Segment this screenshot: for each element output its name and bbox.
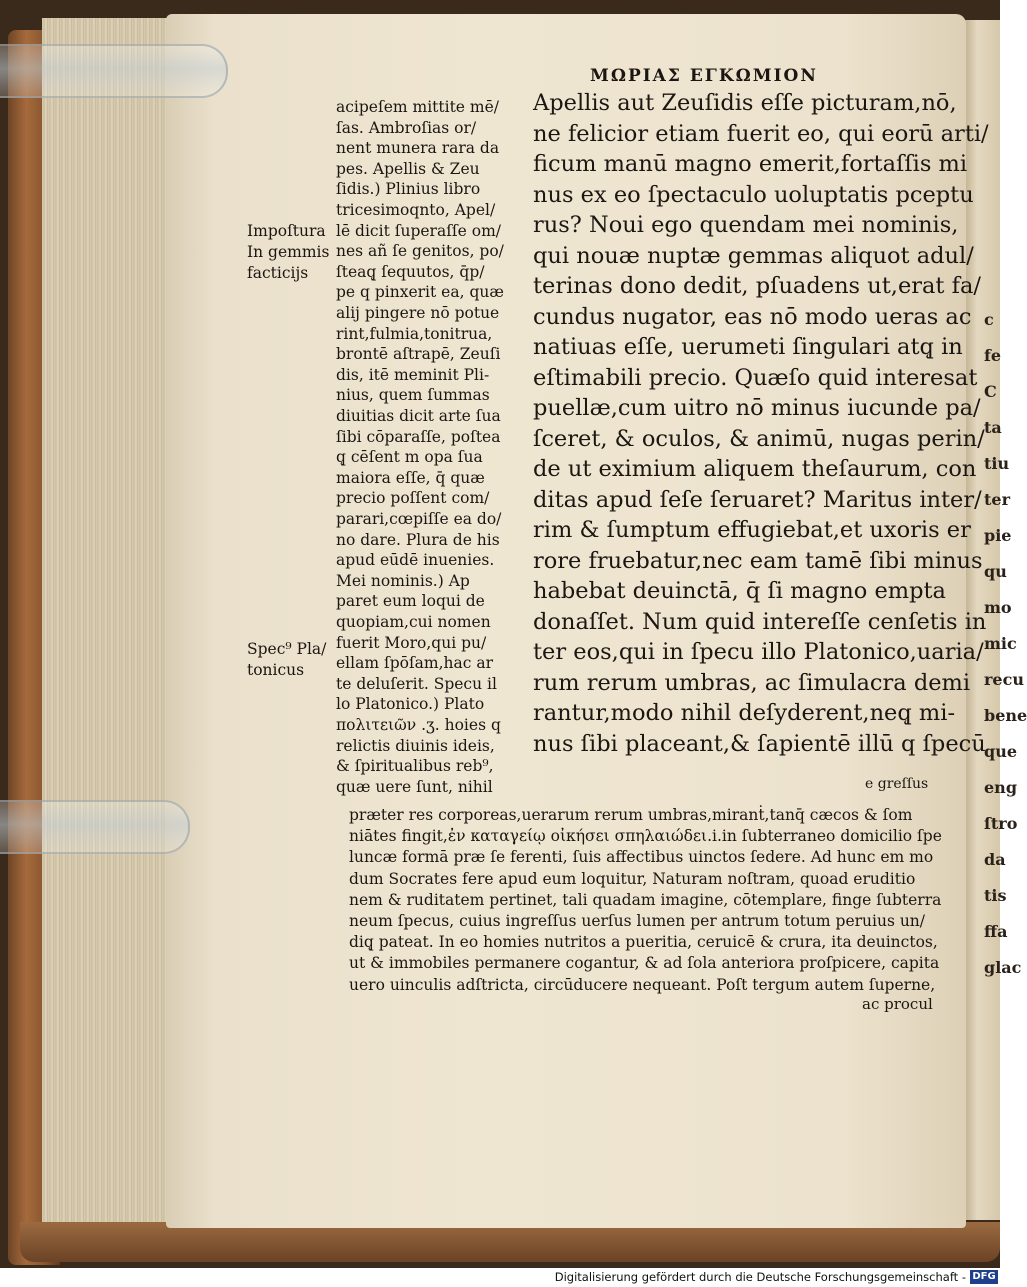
commentary-line: alij pingere nō potue	[336, 304, 500, 322]
page-clip-bottom	[0, 800, 190, 854]
commentary-line: parari,cœpiſſe ea do/	[336, 510, 502, 528]
commentary-line: pes. Apellis & Zeu	[336, 159, 480, 178]
commentary-line: πολιτειῶν .ʒ. hoies q	[336, 716, 501, 734]
commentary-line: ſidis.) Plinius libro	[336, 180, 481, 199]
adjacent-page-fragment: glac	[984, 958, 1022, 977]
page-edges	[42, 18, 170, 1226]
adjacent-page-fragment: fe	[984, 346, 1002, 365]
marginal-note-line: Spec⁹ Pla/	[247, 640, 327, 658]
commentary-line: dum Socrates fere apud eum loquitur, Naturam noſtram, quoad eruditio	[349, 869, 916, 888]
adjacent-page-fragment: eng	[984, 778, 1017, 797]
running-header: MΩΡΙΑΣ ΕΓΚΩΜΙΟΝ	[590, 66, 818, 86]
commentary-line: lo Platonico.) Plato	[336, 695, 485, 714]
commentary-line: ellam ſpōſam,hac ar	[336, 654, 494, 673]
commentary-line: niātes fingit,ἐν καταγείῳ οἰκήσει σπηλαιώδει.i.in ſubterraneo domicilio ſpe	[349, 827, 942, 846]
commentary-line: nes añ ſe genitos, po/	[336, 242, 504, 261]
commentary-line: Mei nominis.) Ap	[336, 571, 470, 590]
adjacent-page-fragment: bene	[984, 706, 1027, 725]
main-text-line: ficum manū magno emerit,fortaſſis mi	[533, 151, 968, 177]
adjacent-page-fragment: mic	[984, 634, 1017, 653]
commentary-line: neum ſpecus, cuius ingreſſus uerſus lumen per antrum totum peruius un/	[349, 912, 926, 930]
marginal-note-line: tonicus	[247, 661, 305, 679]
adjacent-page-fragment: pie	[984, 526, 1012, 545]
commentary-line: præter res corporeas,uerarum rerum umbras,miranṫ,tanq̄ cæcos & ſom	[349, 806, 913, 824]
main-text-line: natiuas eſſe, uerumeti ſingulari atq̨ in	[533, 334, 963, 360]
main-text-line: rim & ſumptum effugiebat,et uxoris er	[533, 517, 971, 543]
commentary-line: luncæ formā præ ſe ferenti, ſuis affectibus uinctos ſedere. Ad hunc em mo	[349, 848, 934, 867]
commentary-line: precio poſſent com/	[336, 489, 490, 508]
page-clip-top	[0, 44, 228, 98]
commentary-line: ſas. Ambroſias or/	[336, 118, 477, 137]
dfg-footer-text: Digitalisierung gefördert durch die Deutsche Forschungsgemeinschaft -	[554, 1270, 966, 1284]
commentary-line: q̨ cēſent m opa ſua	[336, 448, 483, 467]
commentary-line: acipeſem mittite mē/	[336, 98, 499, 116]
adjacent-page-fragment: c	[984, 310, 994, 329]
commentary-line: diq̨ pateat. In eo homies nutritos a pueritia, ceruicē & crura, ita deuinctos,	[349, 933, 938, 952]
commentary-line: fuerit Moro,qui pu/	[336, 633, 487, 652]
main-text-line: habebat deuinctā, q̄ ſi magno empta	[533, 578, 946, 604]
commentary-line: brontē aſtrapē, Zeuſi	[336, 345, 501, 364]
adjacent-page-fragment: da	[984, 850, 1006, 869]
commentary-line: ſteaq̨ ſequutos, q̄p/	[336, 262, 485, 281]
adjacent-page-fragment: recu	[984, 670, 1024, 689]
commentary-line: rint,fulmia,tonitrua,	[336, 324, 493, 343]
commentary-line: dis, itē meminit Pli-	[336, 365, 490, 384]
commentary-line: maiora eſſe, q̄ quæ	[336, 468, 485, 487]
commentary-line: lē dicit ſuperaſſe om/	[336, 221, 502, 240]
main-text-line: rus? Noui ego quendam mei nominis,	[533, 212, 959, 238]
main-text-line: rore fruebatur,nec eam tamē ſibi minus	[533, 547, 983, 574]
main-text-line: qui nouæ nuptæ gemmas aliquot adul/	[533, 242, 974, 269]
adjacent-page-fragment: ta	[984, 418, 1002, 437]
commentary-line: paret eum loqui de	[336, 592, 485, 611]
main-text-line: puellæ,cum uitro nō minus iucunde pa/	[533, 395, 981, 421]
adjacent-page-fragment: qu	[984, 562, 1007, 581]
main-text-line: nus ſibi placeant,& ſapientē illū q ſpecū	[533, 730, 986, 757]
adjacent-page-fragment: ſtro	[984, 814, 1018, 833]
commentary-line: quopiam,cui nomen	[336, 613, 491, 631]
dfg-footer	[0, 1268, 1000, 1287]
marginal-note-line: Impoſtura	[247, 222, 326, 240]
commentary-line: nem & ruditatem pertinet, tali quadam imagine, cōtemplare, finge ſubterra	[349, 890, 942, 909]
page-catchword: ac procul	[862, 995, 933, 1013]
dfg-logo: DFG	[970, 1270, 998, 1284]
main-text-line: ter eos,qui in ſpecu illo Platonico,uaria/	[533, 639, 984, 665]
main-text-line: cundus nugator, eas nō modo ueras ac	[533, 303, 972, 330]
commentary-line: pe q pinxerit ea, quæ	[336, 283, 504, 302]
main-text-line: rantur,modo nihil deſyderent,neq̨ mi-	[533, 700, 956, 726]
commentary-line: tricesimoqnto, Apel/	[336, 201, 496, 219]
commentary-line: & ſpiritualibus reb⁹,	[336, 757, 494, 776]
commentary-line: uero uinculis adſtricta, circūducere nequeant. Poſt tergum autem ſuperne,	[349, 975, 936, 994]
commentary-line: te deluſerit. Specu il	[336, 674, 497, 693]
book-cover-bottom	[20, 1222, 1000, 1262]
commentary-line: nent munera rara da	[336, 139, 500, 158]
adjacent-page-fragment: tiu	[984, 454, 1010, 473]
commentary-line: ut & immobiles permanere cogantur, & ad ſola anteriora proſpicere, capita	[349, 954, 940, 973]
commentary-line: quæ uere ſunt, nihil	[336, 777, 493, 796]
commentary-line: relictis diuinis ideis,	[336, 736, 495, 755]
main-text-line: donaſſet. Num quid intereſſe cenſetis in	[533, 608, 987, 635]
commentary-line: no dare. Plura de his	[336, 530, 500, 549]
main-text-line: eſtimabili precio. Quæſo quid interesat	[533, 364, 978, 391]
adjacent-page-fragment: tis	[984, 886, 1007, 905]
main-text-line: ne felicior etiam fuerit eo, qui eorū arti/	[533, 120, 989, 147]
main-text-line: rum rerum umbras, ac ſimulacra demi	[533, 669, 971, 696]
adjacent-page-fragment: mo	[984, 598, 1012, 617]
main-text-line: de ut eximium aliquem theſaurum, con	[533, 456, 977, 482]
main-text-line: terinas dono dedit, pſuadens ut,erat fa/	[533, 273, 981, 299]
main-text-line: nus ex eo ſpectaculo uoluptatis pceptu	[533, 181, 974, 208]
commentary-line: diuitias dicit arte ſua	[336, 407, 501, 425]
main-catchword: e greſſus	[865, 776, 929, 792]
adjacent-page-fragment: ffa	[984, 922, 1008, 941]
commentary-line: ſibi cōparaſſe, poſtea	[336, 427, 501, 446]
main-text-line: ſceret, & oculos, & animū, nugas perin/	[533, 425, 985, 452]
commentary-line: nius, quem ſummas	[336, 386, 490, 405]
adjacent-page-fragment: ter	[984, 490, 1010, 509]
marginal-note-line: In gemmis	[247, 243, 330, 261]
commentary-line: apud eūdē inuenies.	[336, 551, 495, 570]
main-text-line: ditas apud ſeſe ſeruaret? Maritus inter/	[533, 486, 982, 513]
marginal-note-line: facticijs	[247, 264, 309, 282]
main-text-line: Apellis aut Zeuſidis eſſe picturam,nō,	[533, 90, 957, 116]
adjacent-page-fragment: que	[984, 742, 1017, 761]
adjacent-page-fragment: C	[984, 382, 997, 401]
